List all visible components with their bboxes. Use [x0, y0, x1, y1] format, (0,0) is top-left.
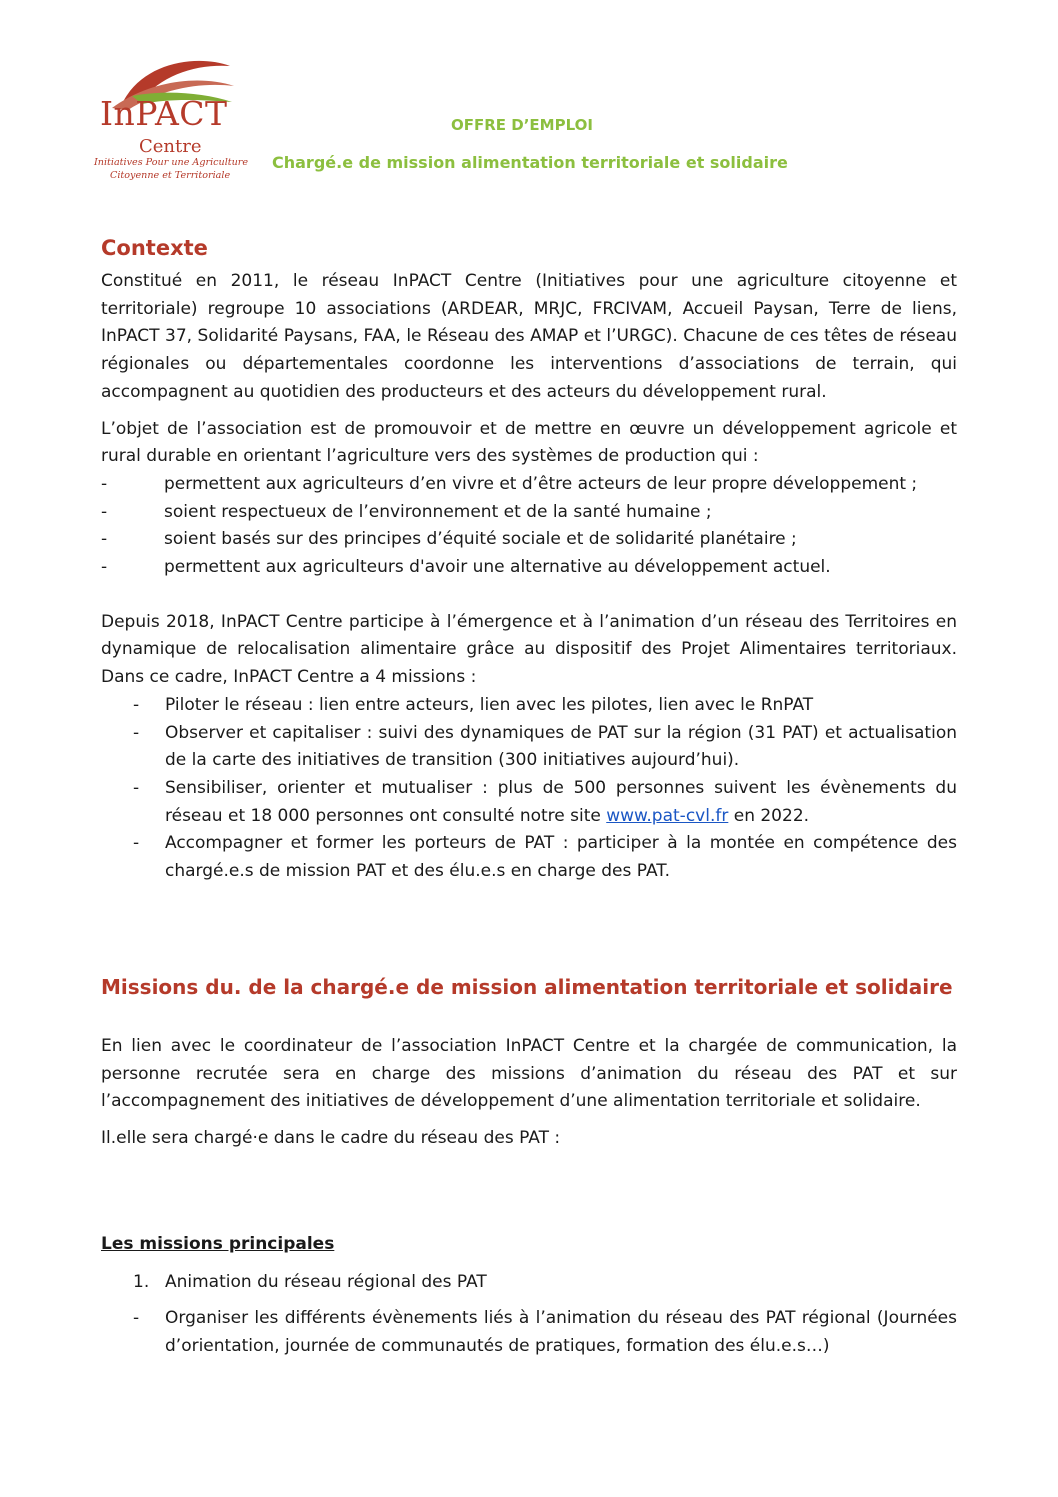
mission-text-start: Sensibiliser, orienter et mutualiser : plus de 500 personnes suivent les évènements du réseau et 18 000 personnes ont consulté notre site: [165, 777, 957, 826]
dash-bullet: -: [101, 473, 108, 494]
contexte-paragraph-2: L’objet de l’association est de promouvoir et de mettre en œuvre un développement agricole et rural durable en orientant l’agriculture vers des systèmes de production qui :: [101, 418, 957, 467]
dash-bullet: -: [133, 1308, 140, 1329]
dash-bullet: -: [133, 833, 140, 854]
missions-heading: Missions du. de la chargé.e de mission alimentation territoriale et solidaire: [101, 975, 953, 999]
objective-item: [101, 499, 957, 527]
missions-block: [101, 1033, 957, 1153]
objective-item: [101, 471, 957, 499]
mission-detail-text: Organiser les différents évènements liés à l’animation du réseau des PAT régional (Journées d’orientation, journée de communautés de pratiques, formation des élu.e.s…): [165, 1308, 957, 1357]
objective-item: [101, 554, 957, 582]
main-missions-block: [101, 1231, 957, 1361]
numbered-item: [101, 1269, 957, 1297]
dash-bullet: -: [133, 777, 140, 798]
inpact-logo: [92, 52, 252, 187]
logo-tagline-2: Citoyenne et Territoriale: [110, 170, 231, 181]
offer-subtitle: Chargé.e de mission alimentation territoriale et solidaire: [272, 153, 788, 172]
mission-item: [101, 692, 957, 720]
number-marker: 1.: [133, 1271, 150, 1292]
contexte-paragraph-1: Constitué en 2011, le réseau InPACT Centre (Initiatives pour une agriculture citoyenne et territoriale) regroupe 10 associations (ARDEAR, MRJC, FRCIVAM, Accueil Paysan, Terre de liens, InPACT 37, Solidarité Paysans, FAA, le Réseau des AMAP et l’URGC). Chacune de ces têtes de réseau régionales ou départementales coordonne les interventions d’associations de terrain, qui accompagnent au quotidien des producteurs et des acteurs du développement rural.: [101, 271, 957, 402]
site-link[interactable]: www.pat-cvl.fr: [606, 805, 729, 826]
missions-paragraph-2: Il.elle sera chargé·e dans le cadre du réseau des PAT :: [101, 1128, 561, 1149]
logo-name: InPACT: [100, 94, 228, 133]
dash-bullet: -: [101, 557, 108, 578]
offer-title: OFFRE D’EMPLOI: [451, 116, 593, 134]
dash-bullet: -: [101, 501, 108, 522]
main-missions-subheading: Les missions principales: [101, 1234, 335, 1254]
missions-paragraph-1: En lien avec le coordinateur de l’association InPACT Centre et la chargée de communication, la personne recrutée sera en charge des missions d’animation du réseau des PAT et sur l’accompagnement des initiatives de développement d’une alimentation territoriale et solidaire.: [101, 1036, 957, 1112]
objective-text: permettent aux agriculteurs d’en vivre et d’être acteurs de leur propre développement ;: [164, 473, 918, 494]
mission-text-end: en 2022.: [728, 805, 810, 826]
logo-tagline-1: Initiatives Pour une Agriculture: [94, 157, 249, 168]
objective-text: permettent aux agriculteurs d'avoir une alternative au développement actuel.: [164, 557, 831, 578]
dash-bullet: -: [101, 529, 108, 550]
dash-bullet: -: [133, 722, 140, 743]
logo-centre: Centre: [139, 136, 202, 157]
numbered-item-text: Animation du réseau régional des PAT: [165, 1271, 487, 1292]
dash-bullet: -: [133, 694, 140, 715]
mission-item: [101, 830, 957, 885]
mission-detail-item: [101, 1305, 957, 1360]
mission-item: [101, 775, 957, 830]
mission-item: [101, 720, 957, 775]
objective-text: soient respectueux de l’environnement et de la santé humaine ;: [164, 501, 712, 522]
mission-text: Piloter le réseau : lien entre acteurs, lien avec les pilotes, lien avec le RnPAT: [165, 694, 814, 715]
contexte-heading: Contexte: [101, 236, 208, 260]
mission-text: Observer et capitaliser : suivi des dynamiques de PAT sur la région (31 PAT) et actualisation de la carte des initiatives de transition (300 initiatives aujourd’hui).: [165, 722, 957, 771]
objective-text: soient basés sur des principes d’équité sociale et de solidarité planétaire ;: [164, 529, 797, 550]
mission-text: Accompagner et former les porteurs de PAT : participer à la montée en compétence des chargé.e.s de mission PAT et des élu.e.s en charge des PAT.: [165, 833, 957, 882]
contexte-block: [101, 268, 957, 886]
contexte-paragraph-3: Depuis 2018, InPACT Centre participe à l’émergence et à l’animation d’un réseau des Territoires en dynamique de relocalisation alimentaire grâce au dispositif des Projet Alimentaires territoriaux. Dans ce cadre, InPACT Centre a 4 missions :: [101, 611, 957, 688]
objective-item: [101, 526, 957, 554]
